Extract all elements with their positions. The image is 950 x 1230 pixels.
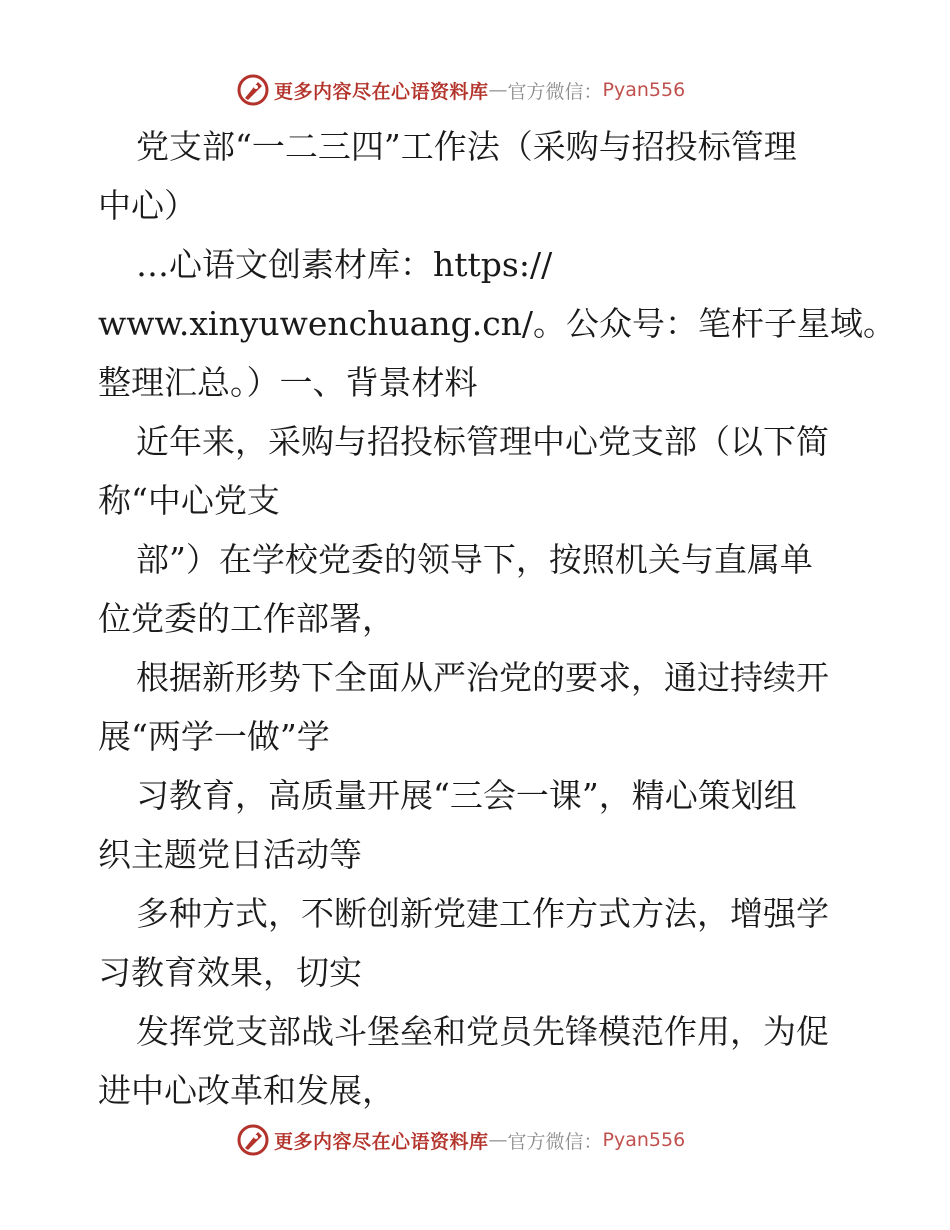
section-heading-line: 整理汇总。）一、背景材料	[98, 363, 478, 402]
header-banner	[236, 73, 685, 107]
banner-title: 更多内容尽在心语资料库	[274, 80, 489, 103]
source-note-line-2: www.xinyuwenchuang.cn/。公众号：笔杆子星域。	[98, 304, 897, 343]
paragraph-line: 织主题党日活动等	[98, 835, 362, 874]
paragraph-line: 根据新形势下全面从严治党的要求，通过持续开	[136, 658, 829, 697]
banner-dash: —	[488, 1129, 508, 1151]
paragraph-line: 展“两学一做”学	[98, 717, 330, 756]
banner-dash: —	[488, 79, 508, 101]
paragraph-line: 习教育效果，切实	[98, 953, 362, 992]
document-body	[98, 117, 897, 1120]
paragraph-line: 部”）在学校党委的领导下，按照机关与直属单	[136, 540, 813, 579]
paragraph-line: 进中心改革和发展，	[98, 1071, 395, 1110]
banner-wechat-label: 官方微信：	[507, 1130, 603, 1153]
paragraph-line: 习教育，高质量开展“三会一课”，精心策划组	[136, 776, 797, 815]
document-title-line-2: 中心）	[98, 186, 197, 225]
document-title-line-1: 党支部“一二三四”工作法（采购与招投标管理	[136, 127, 797, 166]
pen-nib-logo-icon	[236, 1123, 270, 1157]
paragraph-line: 称“中心党支	[98, 481, 280, 520]
source-note-line-1: …心语文创素材库：https://	[136, 245, 553, 284]
paragraph-line: 位党委的工作部署，	[98, 599, 395, 638]
footer-banner	[236, 1123, 685, 1157]
paragraph-line: 近年来，采购与招投标管理中心党支部（以下简	[136, 422, 829, 461]
pen-nib-logo-icon	[236, 73, 270, 107]
paragraph-line: 发挥党支部战斗堡垒和党员先锋模范作用，为促	[136, 1012, 829, 1051]
paragraph-line: 多种方式，不断创新党建工作方式方法，增强学	[136, 894, 829, 933]
banner-wechat-id: Pyan556	[602, 1129, 686, 1151]
banner-title: 更多内容尽在心语资料库	[274, 1130, 489, 1153]
banner-wechat-id: Pyan556	[602, 79, 686, 101]
banner-wechat-label: 官方微信：	[507, 80, 603, 103]
